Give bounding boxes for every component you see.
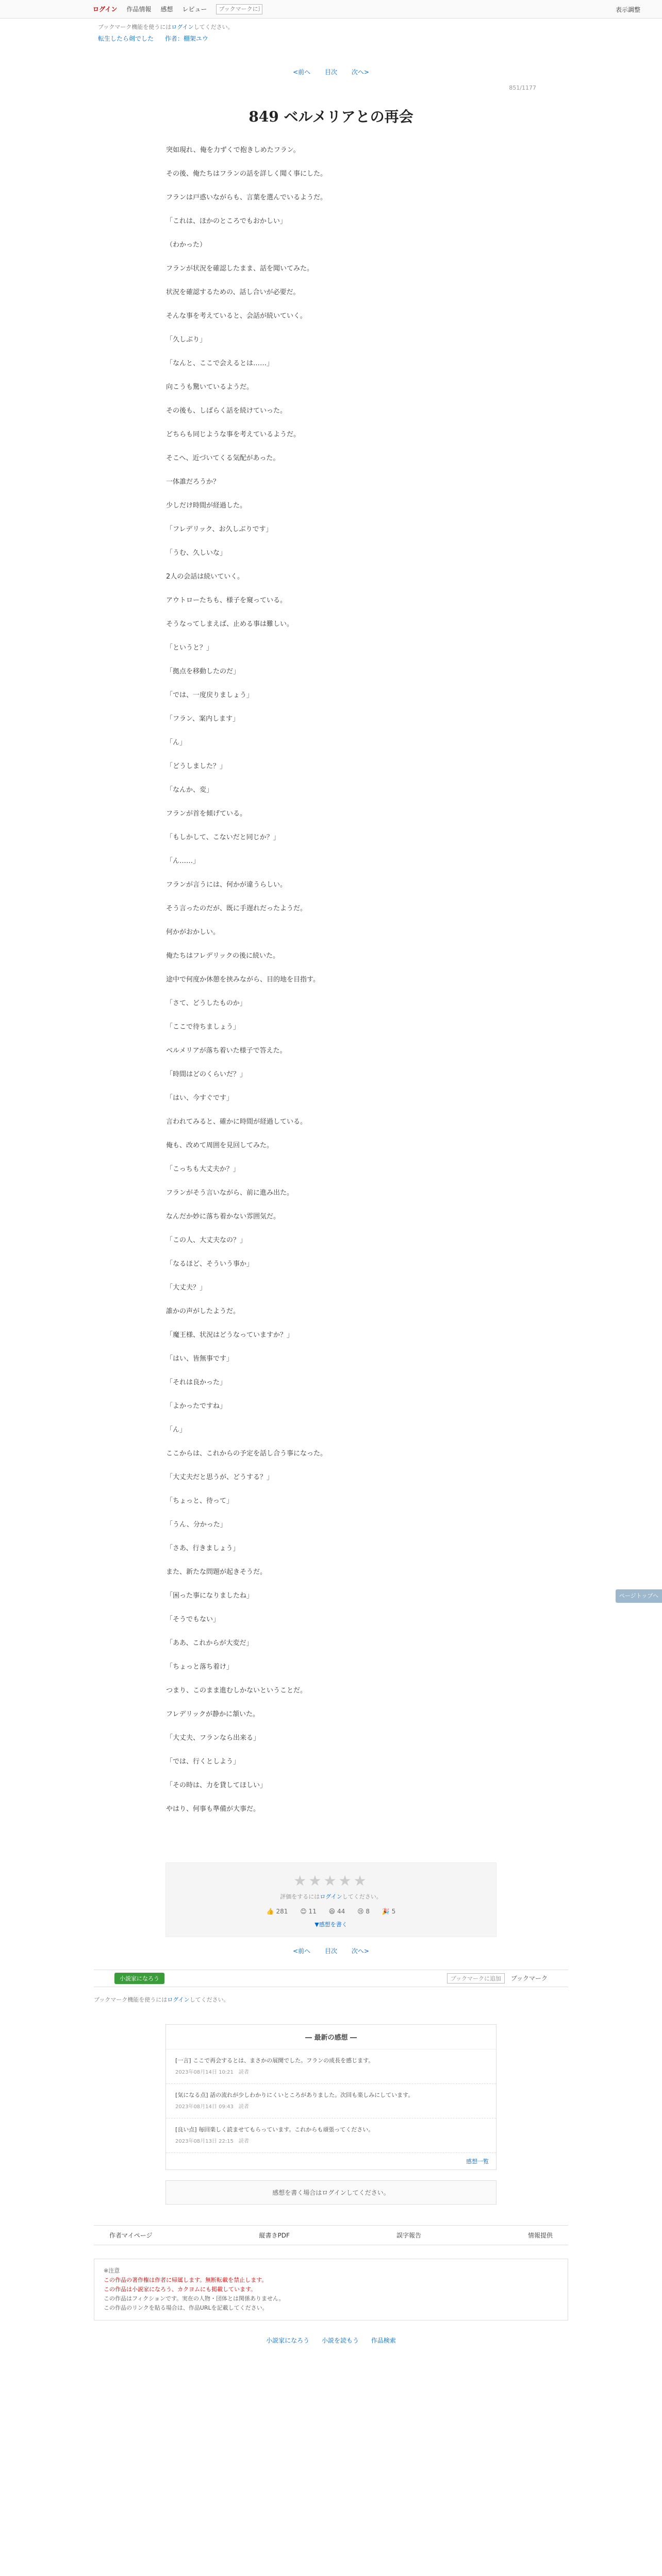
- body-paragraph: 途中で何度か休憩を挟みながら、目的地を目指す。: [166, 976, 320, 984]
- body-paragraph: 「その時は、力を貸してほしい」: [166, 1782, 267, 1789]
- action-bar: [94, 1970, 568, 1987]
- body-paragraph: 「ああ、これからが大変だ」: [166, 1639, 253, 1647]
- body-paragraph: 「フラン、案内します」: [166, 715, 239, 723]
- body-paragraph: 「それは良かった」: [166, 1379, 227, 1386]
- body-paragraph: 「ちょっと、待って」: [166, 1497, 234, 1505]
- rating-panel: [166, 1862, 496, 1937]
- author-mypage-link[interactable]: 作者マイページ: [109, 2232, 153, 2239]
- body-paragraph: 「こっちも大丈夫か？」: [166, 1165, 240, 1173]
- body-paragraph: そこへ、近づいてくる気配があった。: [166, 454, 280, 462]
- kansou-item: [気になる点] 話の流れが少しわかりにくいところがありました。次回も楽しみにしています。 2023年08月14日 09:43 読者: [166, 2084, 496, 2119]
- body-paragraph: 「うむ、久しいな」: [166, 549, 227, 557]
- body-paragraph: その後、俺たちはフランの話を詳しく聞く事にした。: [166, 170, 327, 178]
- body-paragraph: やはり、何事も準備が大事だ。: [166, 1805, 260, 1813]
- body-paragraph: ここからは、これからの予定を話し合う事になった。: [166, 1450, 327, 1458]
- body-paragraph: なんだか妙に落ち着かない雰囲気だ。: [166, 1213, 280, 1221]
- reaction-laugh[interactable]: 😆 44: [328, 1908, 345, 1915]
- body-paragraph: フランは戸惑いながらも、言葉を選んでいるようだ。: [166, 194, 327, 201]
- display-settings-link[interactable]: 表示調整: [615, 6, 640, 13]
- body-paragraph: 言われてみると、確かに時間が経過している。: [166, 1118, 307, 1126]
- latest-kansou-panel: [166, 2024, 496, 2170]
- body-paragraph: フレデリックが静かに頷いた。: [166, 1710, 259, 1718]
- nav-info[interactable]: 作品情報: [126, 6, 152, 13]
- reaction-good[interactable]: 👍 281: [266, 1908, 288, 1915]
- rating-stars[interactable]: ★★★★★: [293, 1872, 369, 1889]
- site-badge[interactable]: 小説家になろう: [114, 1973, 164, 1984]
- chapter-number: 851/1177: [509, 84, 536, 91]
- body-paragraph: そうなってしまえば、止める事は難しい。: [166, 620, 294, 628]
- next-link[interactable]: 次へ>: [351, 69, 369, 76]
- chapter-pager-top: [0, 67, 662, 76]
- body-paragraph: 2人の会話は続いていく。: [166, 573, 244, 581]
- body-paragraph: 「困った事になりましたね」: [166, 1592, 254, 1600]
- body-paragraph: 「大丈夫？」: [166, 1284, 207, 1292]
- body-paragraph: 突如現れ、俺を力ずくで抱きしめたフラン。: [166, 146, 300, 154]
- body-paragraph: 「では、行くとしよう」: [166, 1758, 240, 1766]
- body-paragraph: ベルメリアが落ち着いた様子で答えた。: [166, 1047, 287, 1055]
- body-paragraph: 少しだけ時間が経過した。: [166, 502, 247, 510]
- bottom-nav: [94, 2225, 568, 2245]
- novel-body: [166, 144, 496, 1816]
- kansou-login-box[interactable]: 感想を書く場合はログインしてください。: [166, 2180, 496, 2205]
- body-paragraph: 一体誰だろうか？: [166, 478, 220, 486]
- toc-link[interactable]: 目次: [324, 69, 337, 76]
- bookmark-notice: ブックマーク機能を使うにはログインしてください。: [98, 24, 234, 30]
- top-bar: [0, 0, 662, 19]
- login-link[interactable]: ログイン: [93, 6, 118, 13]
- body-paragraph: 状況を確認するための、話し合いが必要だ。: [166, 289, 300, 296]
- body-paragraph: 「はい、今すぐです」: [166, 1094, 234, 1102]
- notice-box: ※注意 この作品の著作権は作者に帰属します。無断転載を禁止します。 この作品は小説家になろう、カクヨムにも掲載しています。 この作品はフィクションです。実在の人物・団体とは関係ありません。 この作品のリンクを貼る場合は、作品URLを記載してください。: [94, 2259, 568, 2320]
- body-paragraph: 誰かの声がしたようだ。: [166, 1308, 240, 1315]
- body-paragraph: 「はい、皆無事です」: [166, 1355, 234, 1363]
- nav-kansou[interactable]: 感想: [160, 6, 173, 13]
- body-paragraph: 「ん」: [166, 739, 187, 747]
- body-paragraph: 「大丈夫だと思うが、どうする？」: [166, 1473, 274, 1481]
- body-paragraph: そう言ったのだが、既に手遅れだったようだ。: [166, 905, 307, 912]
- footer: [0, 2336, 662, 2345]
- reaction-cry[interactable]: 😢 8: [357, 1908, 370, 1915]
- body-paragraph: 「どうしました？」: [166, 762, 227, 770]
- body-paragraph: 「ん……」: [166, 857, 200, 865]
- body-paragraph: 「フレデリック、お久しぶりです」: [166, 526, 273, 533]
- body-paragraph: 「さて、どうしたものか」: [166, 999, 246, 1007]
- reaction-smile[interactable]: 😊 11: [300, 1908, 317, 1915]
- pdf-link[interactable]: 縦書きPDF: [259, 2232, 290, 2239]
- bookmark-label[interactable]: ブックマーク: [510, 1975, 548, 1982]
- body-paragraph: 「なんか、変」: [166, 786, 213, 794]
- body-paragraph: 「久しぶり」: [166, 336, 207, 344]
- typo-report-link[interactable]: 誤字報告: [396, 2232, 421, 2239]
- body-paragraph: 「さあ、行きましょう」: [166, 1545, 240, 1552]
- body-paragraph: フランがそう言いながら、前に進み出た。: [166, 1189, 294, 1197]
- footer-link-yomou[interactable]: 小説を読もう: [321, 2337, 359, 2344]
- body-paragraph: 何かがおかしい。: [166, 928, 220, 936]
- info-link[interactable]: 情報提供: [527, 2232, 553, 2239]
- page-top-button[interactable]: ページトップへ: [616, 1589, 662, 1603]
- bookmark-notice-bottom: ブックマーク機能を使うにはログインしてください。: [94, 1996, 229, 2003]
- prev-link-bottom[interactable]: <前へ: [293, 1947, 311, 1955]
- kansou-item: [一言] ここで再会するとは、まさかの展開でした。フランの成長を感じます。 2023年08月14日 10:21 読者: [166, 2049, 496, 2084]
- rating-hint: 評価をするにはログインしてください。: [280, 1893, 382, 1900]
- bookmark-add-box[interactable]: ブックマークに追加: [447, 1973, 505, 1984]
- bookmark-input[interactable]: [216, 4, 262, 14]
- reaction-party[interactable]: 🎉 5: [382, 1908, 396, 1915]
- next-link-bottom[interactable]: 次へ>: [351, 1947, 369, 1955]
- body-paragraph: 「うん、分かった」: [166, 1521, 227, 1529]
- chapter-pager-bottom: [0, 1946, 662, 1955]
- body-paragraph: どちらも同じような事を考えているようだ。: [166, 431, 301, 438]
- body-paragraph: 「魔王様、状況はどうなっていますか？」: [166, 1331, 294, 1339]
- body-paragraph: フランが状況を確認したまま、話を聞いてみた。: [166, 265, 314, 273]
- body-paragraph: 「というと？」: [166, 644, 213, 652]
- body-paragraph: 「そうでもない」: [166, 1616, 220, 1623]
- body-paragraph: 「ん」: [166, 1426, 187, 1434]
- body-paragraph: アウトローたちも、様子を窺っている。: [166, 597, 287, 604]
- body-paragraph: 「もしかして、こないだと同じか？」: [166, 834, 280, 841]
- body-paragraph: 「この人、大丈夫なの？」: [166, 1236, 247, 1244]
- body-paragraph: 「では、一度戻りましょう」: [166, 691, 254, 699]
- prev-link[interactable]: <前へ: [293, 69, 311, 76]
- body-paragraph: 「ここで待ちましょう」: [166, 1023, 240, 1031]
- kansou-all-link[interactable]: 感想一覧: [466, 2158, 489, 2165]
- bookmark-area: [447, 1973, 548, 1984]
- author-link[interactable]: 作者：棚架ユウ: [164, 35, 208, 42]
- kansou-item: [良い点] 毎回楽しく読ませてもらっています。これからも頑張ってください。 2023年08月13日 22:15 読者: [166, 2119, 496, 2153]
- chapter-title: 849 ベルメリアとの再会: [249, 108, 413, 125]
- body-paragraph: 「よかったですね」: [166, 1402, 227, 1410]
- footer-link-narou[interactable]: 小説家になろう: [266, 2337, 310, 2344]
- body-paragraph: フランが首を傾げている。: [166, 810, 247, 818]
- body-paragraph: 「なんと、ここで会えるとは……」: [166, 360, 274, 367]
- footer-link-search[interactable]: 作品検索: [371, 2337, 396, 2344]
- body-paragraph: そんな事を考えていると、会話が続いていく。: [166, 312, 307, 320]
- write-kansou-link[interactable]: ▼感想を書く: [315, 1921, 347, 1928]
- novel-title-link[interactable]: 転生したら剣でした: [98, 35, 154, 42]
- body-paragraph: 「これは、ほかのところでもおかしい」: [166, 217, 287, 225]
- toc-link-bottom[interactable]: 目次: [324, 1947, 337, 1955]
- body-paragraph: 「なるほど、そういう事か」: [166, 1260, 254, 1268]
- body-paragraph: フランが言うには、何かが違うらしい。: [166, 881, 287, 889]
- body-paragraph: 「大丈夫、フランなら出来る」: [166, 1734, 260, 1742]
- body-paragraph: 「時間はどのくらいだ？」: [166, 1071, 247, 1078]
- notice2-login-link[interactable]: ログイン: [167, 1996, 190, 2003]
- body-paragraph: 俺も、改めて周囲を見回してみた。: [166, 1142, 274, 1149]
- body-paragraph: つまり、このまま進むしかないということだ。: [166, 1687, 307, 1694]
- body-paragraph: 「拠点を移動したのだ」: [166, 668, 240, 675]
- body-paragraph: 俺たちはフレデリックの後に続いた。: [166, 952, 279, 960]
- rating-login-link[interactable]: ログイン: [320, 1893, 342, 1900]
- notice-login-link[interactable]: ログイン: [171, 24, 194, 30]
- kansou-heading: ― 最新の感想 ―: [166, 2025, 496, 2049]
- breadcrumb: [0, 31, 662, 43]
- body-paragraph: 「ちょっと落ち着け」: [166, 1663, 234, 1671]
- reaction-row: [166, 1908, 496, 1915]
- nav-review[interactable]: レビュー: [182, 6, 207, 13]
- body-paragraph: 向こうも驚いているようだ。: [166, 383, 254, 391]
- body-paragraph: その後も、しばらく話を続けていった。: [166, 407, 287, 415]
- body-paragraph: また、新たな問題が起きそうだ。: [166, 1568, 267, 1576]
- body-paragraph: （わかった）: [166, 241, 207, 249]
